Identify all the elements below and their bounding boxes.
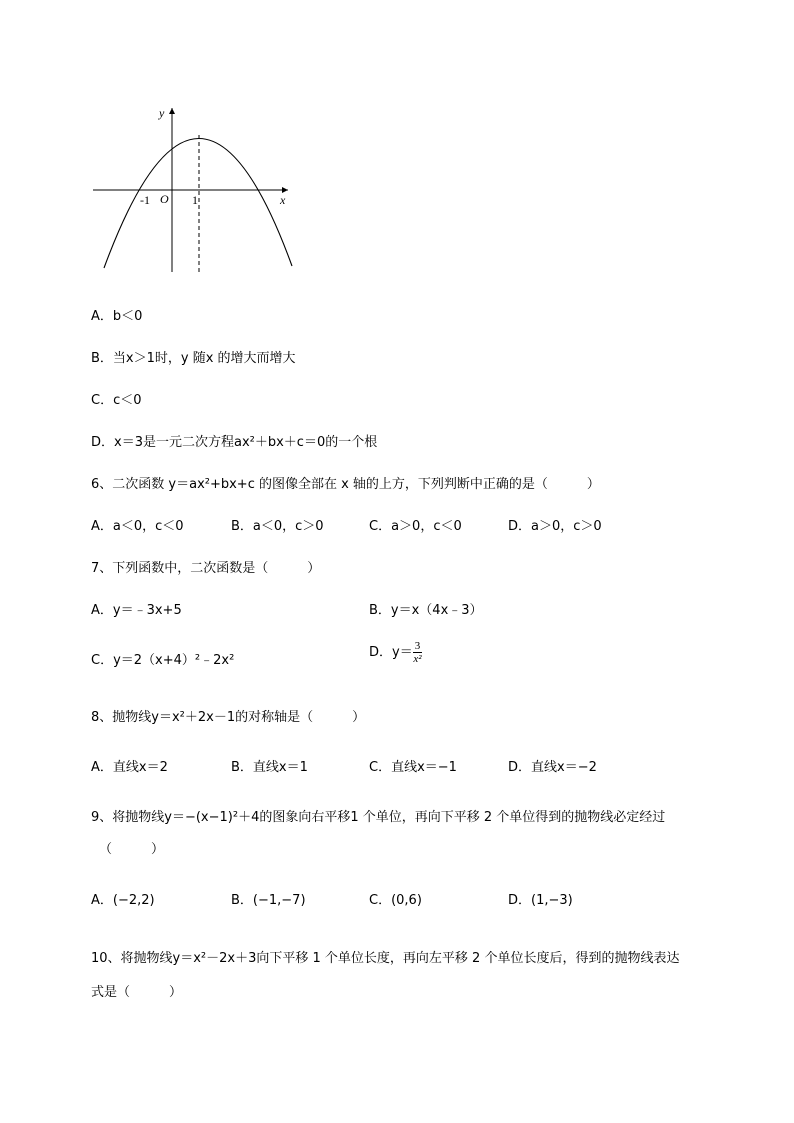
- tick-1: 1: [192, 193, 198, 207]
- q7-option-a: A．y＝﹣3x+5: [91, 603, 182, 618]
- q7-option-d-fraction: [413, 640, 423, 665]
- q7-option-d: [369, 640, 422, 665]
- q7-option-d-prefix: D．y＝: [369, 645, 413, 660]
- fraction-numerator: 3: [414, 640, 421, 652]
- parabola-graph: [88, 100, 298, 275]
- q9-option-d: D．(1,−3): [508, 893, 573, 908]
- q9-stem-line1: 9、将抛物线y＝−(x−1)²＋4的图象向右平移1 个单位，再向下平移 2 个单位得到的抛物线必定经过: [91, 810, 666, 825]
- x-axis-label: x: [280, 193, 286, 207]
- q7-option-b: B．y＝x（4x﹣3）: [369, 603, 483, 618]
- q6-stem: 6、二次函数 y＝ax²+bx+c 的图像全部在 x 轴的上方，下列判断中正确的是（ ）: [91, 477, 600, 492]
- q7-stem: 7、下列函数中，二次函数是（ ）: [91, 561, 321, 576]
- q10-stem-line1: 10、将抛物线y＝x²－2x＋3向下平移 1 个单位长度，再向左平移 2 个单位长度后，得到的抛物线表达: [91, 951, 680, 966]
- q8-option-a: A．直线x＝2: [91, 760, 168, 775]
- q7-option-c: C．y＝2（x+4）²﹣2x²: [91, 653, 235, 668]
- q5-option-b: B．当x＞1时，y 随x 的增大而增大: [91, 351, 296, 366]
- q6-option-b: B．a＜0，c＞0: [231, 519, 324, 534]
- q9-option-c: C．(0,6): [369, 893, 422, 908]
- q6-option-a: A．a＜0，c＜0: [91, 519, 184, 534]
- q8-option-c: C．直线x＝−1: [369, 760, 457, 775]
- q6-option-c: C．a＞0，c＜0: [369, 519, 462, 534]
- q9-option-b: B．(−1,−7): [231, 893, 306, 908]
- q6-option-d: D．a＞0，c＞0: [508, 519, 602, 534]
- y-axis-label: y: [159, 106, 165, 120]
- q10-stem-line2: 式是（ ）: [91, 985, 183, 1000]
- q5-option-d: D．x＝3是一元二次方程ax²＋bx＋c＝0的一个根: [91, 435, 378, 450]
- q8-option-b: B．直线x＝1: [231, 760, 308, 775]
- fraction-denominator: x²: [413, 653, 422, 665]
- q8-option-d: D．直线x＝−2: [508, 760, 597, 775]
- parabola-curve: [104, 138, 292, 268]
- q5-option-a: A．b＜0: [91, 309, 143, 324]
- q9-option-a: A．(−2,2): [91, 893, 155, 908]
- tick-neg1: -1: [140, 193, 150, 207]
- q8-stem: 8、抛物线y＝x²＋2x－1的对称轴是（ ）: [91, 710, 366, 725]
- q9-stem-line2: （ ）: [99, 842, 165, 857]
- q5-option-c: C．c＜0: [91, 393, 142, 408]
- origin-label: O: [160, 192, 169, 206]
